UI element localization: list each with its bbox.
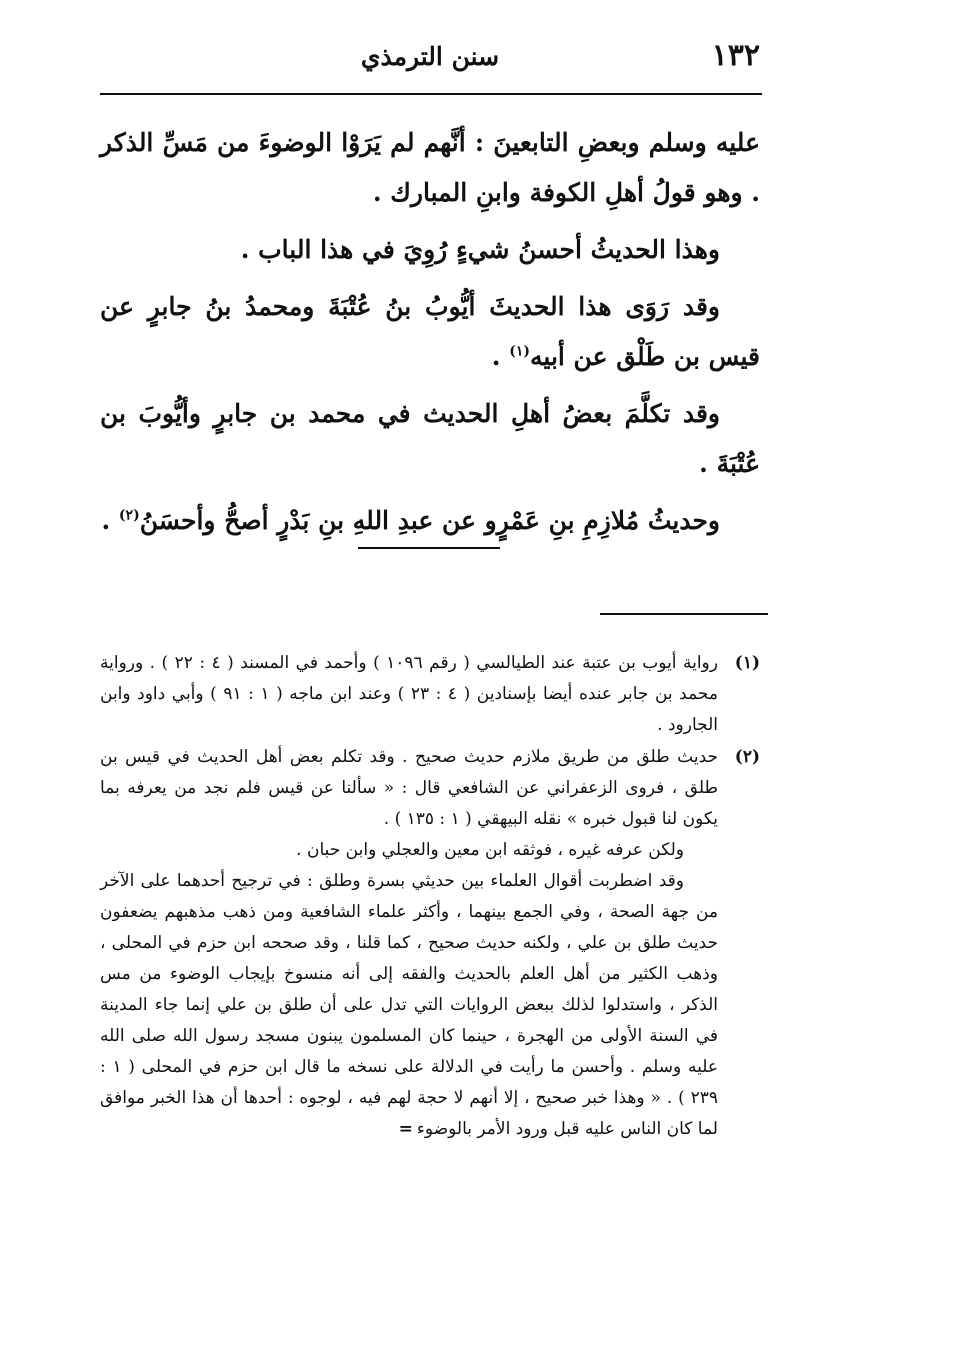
footnote-paragraph: [100, 866, 718, 1145]
footnote-paragraph: حديث طلق من طريق ملازم حديث صحيح . وقد تكلم بعض أهل الحديث في قيس بن طلق ، فروى الزعفراني عن الشافعي قال : « سألنا عن قيس فلم نجد من يعرفه بما يكون لنا قبول خبره » نقله البيهقي ( ١ : ١٣٥ ) .: [100, 747, 718, 829]
running-title: سنن الترمذي: [360, 42, 500, 71]
footnotes: [100, 648, 760, 1146]
main-paragraph-4: [100, 389, 760, 489]
main-paragraph-3: [100, 282, 760, 382]
paragraph-end: .: [491, 342, 510, 371]
main-text: [100, 118, 760, 553]
paragraph-text: وقد تكلَّمَ بعضُ أهلِ الحديث في محمد بن جابرٍ وأيُّوبَ بن عُتْبَةَ .: [100, 399, 760, 478]
footnote-reference-2[interactable]: (٢): [118, 507, 140, 524]
page-header: [100, 30, 760, 90]
main-paragraph-5: [100, 496, 760, 546]
footnote-1: [100, 648, 760, 741]
paragraph-end: .: [101, 506, 119, 535]
main-paragraph-1: [100, 118, 760, 218]
footnote-body: [100, 742, 718, 1145]
footnote-number: (٢): [734, 747, 760, 767]
footnote-number: (١): [734, 653, 760, 673]
paragraph-text: وقد رَوَى هذا الحديثَ أيُّوبُ بنُ عُتْبَةَ ومحمدُ بنُ جابرٍ عن قيس بن طَلْق عن أبيه: [100, 292, 760, 371]
page-number: ١٣٢: [711, 38, 760, 73]
paragraph-text: عليه وسلم وبعضِ التابعينَ : أنَّهم لم يَرَوْا الوضوءَ من مَسِّ الذكر . وهو قولُ أهلِ الكوفة وابنِ المبارك .: [100, 128, 760, 207]
footnote-rule: [600, 613, 768, 615]
section-separator: [358, 547, 500, 549]
footnote-text: رواية أيوب بن عتبة عند الطيالسي ( رقم ١٠٩٦ ) وأحمد في المسند ( ٤ : ٢٢ ) . ورواية محمد بن جابر عنده أيضا بإسنادين ( ٤ : ٢٣ ) وعند ابن ماجه ( ١ : ٩١ ) وأبي داود وابن الجارود .: [100, 653, 718, 735]
footnote-reference-1[interactable]: (١): [509, 343, 530, 360]
main-paragraph-2: [100, 225, 760, 275]
footnote-body: [100, 648, 718, 741]
paragraph-text: وحديثُ مُلازِمِ بنِ عَمْرٍو عن عبدِ اللهِ بنِ بَدْرٍ أصحُّ وأحسَنُ: [139, 506, 720, 535]
footnote-paragraph-text: وقد اضطربت أقوال العلماء بين حديثي بسرة وطلق : في ترجيح أحدهما على الآخر من جهة الصحة ، وفي الجمع بينهما ، وأكثر علماء الشافعية ومن ذهب مذهبهم يضعفون حديث طلق بن علي ، ولكنه حديث صحيح ، كما قلنا ، وقد صححه ابن حزم في المحلى ، وذهب الكثير من أهل العلم بالحديث والفقه إلى أنه منسوخ بإيجاب الوضوء من مس الذكر ، واستدلوا لذلك ببعض الروايات التي تدل على أن طلق بن علي إنما جاء المدينة في السنة الأولى من الهجرة ، حينما كان المسلمون يبنون مسجد رسول الله صلى الله عليه وسلم . وأحسن ما رأيت في الدلالة على نسخه ما قال ابن حزم في المحلى ( ١ : ٢٣٩ ) . « وهذا خبر صحيح ، إلا أنهم لا حجة لهم فيه ، لوجوه : أحدها أن هذا الخبر موافق لما كان الناس عليه قبل ورود الأمر بالوضوء: [100, 871, 718, 1139]
footnote-paragraph: ولكن عرفه غيره ، فوثقه ابن معين والعجلي وابن حبان .: [296, 840, 684, 860]
footnote-2: [100, 742, 760, 1145]
continuation-mark: =: [398, 1119, 413, 1139]
paragraph-text: وهذا الحديثُ أحسنُ شيءٍ رُوِيَ في هذا الباب .: [240, 235, 720, 264]
header-rule: [100, 93, 762, 95]
